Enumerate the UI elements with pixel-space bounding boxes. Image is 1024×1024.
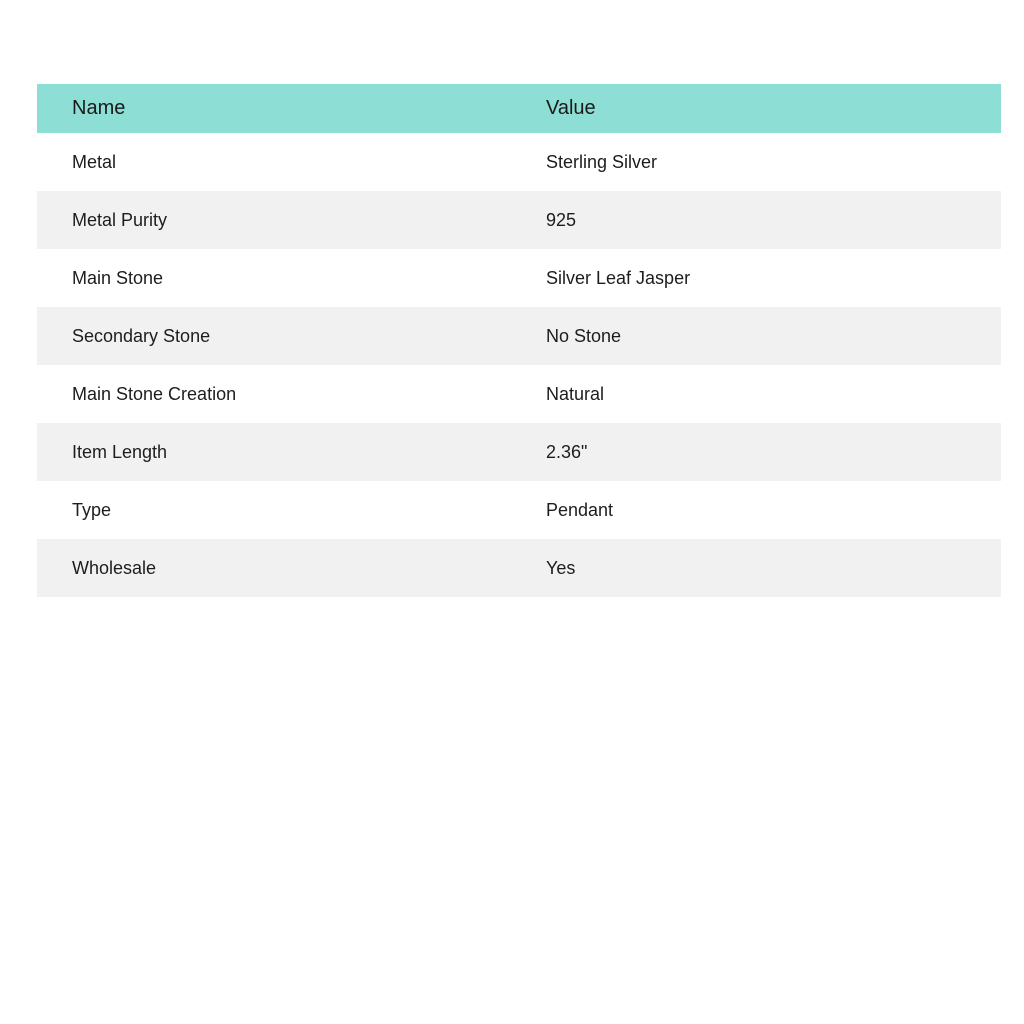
row-name: Type bbox=[37, 481, 524, 539]
table-header-row bbox=[37, 84, 1001, 133]
row-name: Secondary Stone bbox=[37, 307, 524, 365]
table-row bbox=[37, 307, 1001, 365]
table-row bbox=[37, 191, 1001, 249]
table-row bbox=[37, 249, 1001, 307]
row-value: Silver Leaf Jasper bbox=[524, 249, 1001, 307]
row-name: Metal Purity bbox=[37, 191, 524, 249]
column-header-value: Value bbox=[524, 84, 1001, 133]
row-name: Item Length bbox=[37, 423, 524, 481]
table-body bbox=[37, 133, 1001, 597]
row-value: Sterling Silver bbox=[524, 133, 1001, 191]
column-header-name: Name bbox=[37, 84, 524, 133]
row-value: 925 bbox=[524, 191, 1001, 249]
table-row bbox=[37, 423, 1001, 481]
table-row bbox=[37, 539, 1001, 597]
row-value: 2.36" bbox=[524, 423, 1001, 481]
row-value: Yes bbox=[524, 539, 1001, 597]
specifications-table bbox=[37, 84, 1001, 597]
row-value: Natural bbox=[524, 365, 1001, 423]
row-value: No Stone bbox=[524, 307, 1001, 365]
row-name: Main Stone Creation bbox=[37, 365, 524, 423]
table-row bbox=[37, 365, 1001, 423]
row-name: Wholesale bbox=[37, 539, 524, 597]
row-name: Main Stone bbox=[37, 249, 524, 307]
table-row bbox=[37, 481, 1001, 539]
row-value: Pendant bbox=[524, 481, 1001, 539]
table-row bbox=[37, 133, 1001, 191]
row-name: Metal bbox=[37, 133, 524, 191]
table-header bbox=[37, 84, 1001, 133]
